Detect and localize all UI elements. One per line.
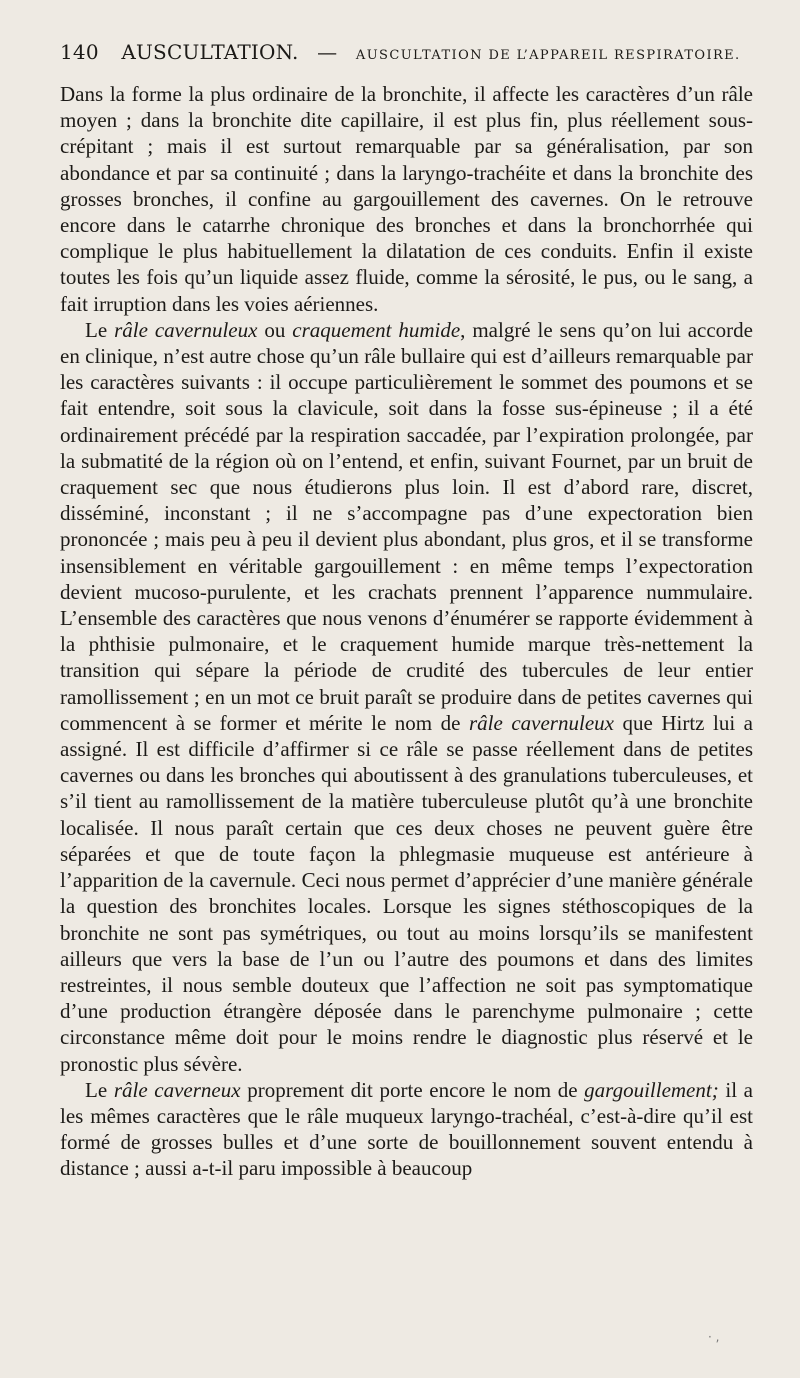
text-run: Dans la forme la plus ordinaire de la bronchite, il affecte les caractères d’un râle moyen ; dans la bronchite dite capillaire, il est plus fin, plus réellement sous-crépitant ; mais il est surtout remarquable par sa généralisation, par son abondance et par sa continuité ; dans la laryngo-trachéite et dans la bronchite des grosses bronches, il confine au gargouillement des cavernes. On le retrouve encore dans le catarrhe chronique des bronches et dans la bronchorrhée qui complique le plus habituellement la dilatation de ces conduits. Enfin il existe toutes les fois qu’un liquide assez fluide, comme la sérosité, le pus, ou le sang, a fait irruption dans les voies aériennes. bbox=[60, 82, 753, 316]
text-run: ou bbox=[257, 317, 293, 342]
section-subtitle: AUSCULTATION DE L’APPAREIL RESPIRATOIRE. bbox=[355, 48, 741, 63]
text-run: Le bbox=[85, 317, 115, 342]
header-dash: — bbox=[317, 40, 338, 64]
page-marks: · , bbox=[708, 1330, 720, 1344]
paragraph bbox=[60, 317, 753, 1077]
body-text bbox=[60, 81, 753, 1182]
running-header bbox=[60, 40, 790, 72]
text-run: , malgré le sens qu’on lui accorde en clinique, n’est autre chose qu’un râle bullaire qui est d’ailleurs remarquable par les caractères suivants : il occupe particulièrement le sommet des poumons et se fait entendre, soit sous la clavicule, soit dans la fosse sus-épineuse ; il a été ordinairement précédé par la respiration saccadée, par l’expiration prolongée, par la submatité de la région où on l’entend, et enfin, suivant Fournet, par un bruit de craquement sec que nous étudierons plus loin. Il est d’abord rare, discret, disséminé, inconstant ; il ne s’accompagne pas d’une expectoration bien prononcée ; mais peu à peu il devient plus abondant, plus gros, et il se transforme insensiblement en véritable gargouillement : en même temps l’expectoration devient mucoso-purulente, et les crachats prennent l’apparence nummulaire. L’ensemble des caractères que nous venons d’énumérer se rapporte évidemment à la phthisie pulmonaire, et le craquement humide marque très-nettement la transition qui sépare la période de crudité des tubercules de leur entier ramollissement ; en un mot ce bruit paraît se produire dans de petites cavernes qui commencent à se former et mérite le nom de bbox=[60, 317, 753, 735]
text-run: que Hirtz lui a assigné. Il est difficile d’affirmer si ce râle se passe réellement dans de petites cavernes ou dans les bronches qui aboutissent à des granulations tuberculeuses, et s’il tient au ramollissement de la matière tuberculeuse plutôt qu’à une bronchite localisée. Il nous paraît certain que ces deux choses ne peuvent guère être séparées et que de toute façon la phlegmasie muqueuse est antérieure à l’apparition de la cavernule. Ceci nous permet d’apprécier d’une manière générale la question des bronchites locales. Lorsque les signes stéthoscopiques de la bronchite ne sont pas symétriques, ou tout au moins lorsqu’ils se manifestent ailleurs que vers la base de l’un ou l’autre des poumons et dans des limites restreintes, il nous semble douteux que l’affection ne soit pas symptomatique d’une production étrangère déposée dans le parenchyme pulmonaire ; cette circonstance même doit pour le moins rendre le diagnostic plus réservé et le pronostic plus sévère. bbox=[60, 710, 753, 1076]
italic-term: râle caverneux bbox=[113, 1077, 241, 1102]
italic-term: râle cavernuleux bbox=[469, 710, 614, 735]
italic-term: gargouillement; bbox=[584, 1077, 719, 1102]
paragraph bbox=[60, 1077, 753, 1182]
chapter-title: AUSCULTATION. bbox=[121, 40, 299, 64]
italic-term: râle cavernuleux bbox=[114, 317, 258, 342]
text-run: Le bbox=[85, 1077, 114, 1102]
italic-term: craquement humide bbox=[292, 317, 461, 342]
paragraph bbox=[60, 81, 753, 317]
text-run: proprement dit porte encore le nom de bbox=[240, 1077, 585, 1102]
text-run: il a les mêmes caractères que le râle muqueux laryngo-trachéal, c’est-à-dire qu’il est formé de grosses bulles et d’une sorte de bouillonnement souvent entendu à distance ; aussi a-t-il paru impossible à beaucoup bbox=[60, 1077, 753, 1181]
page-number: 140 bbox=[60, 40, 99, 64]
